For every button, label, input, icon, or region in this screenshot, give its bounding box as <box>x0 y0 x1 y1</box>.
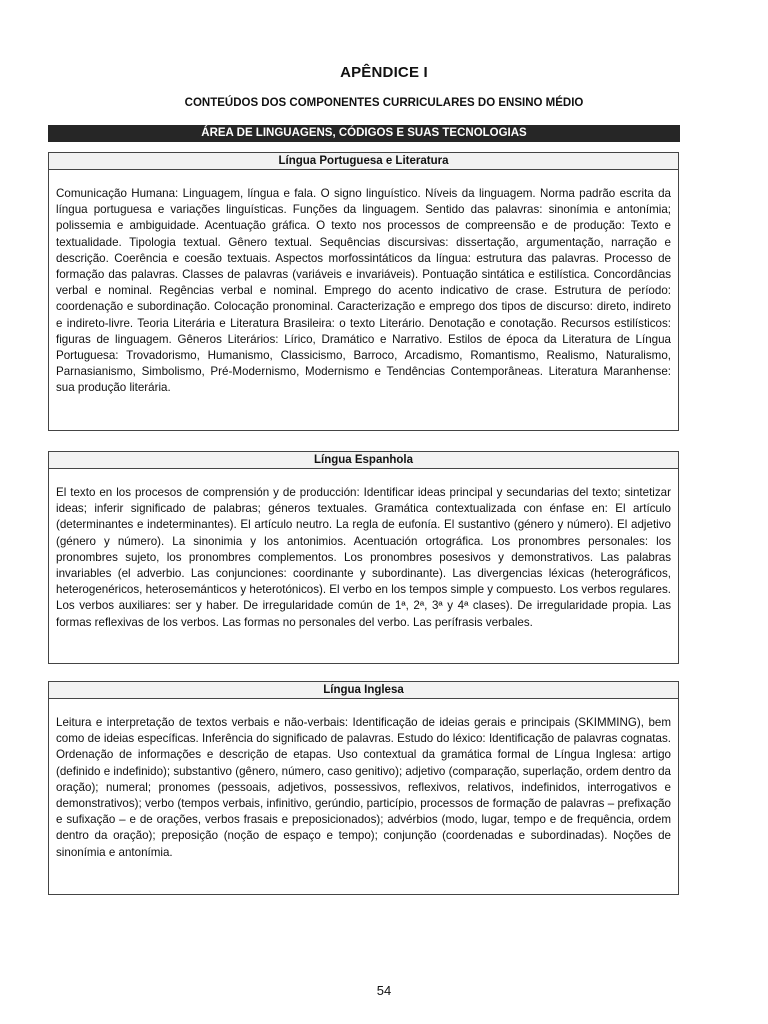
section-body-spanish: El texto en los procesos de comprensión y de producción: Identificar ideas principal y secundarias del texto; sintetizar ideas; inferir significado de palabras; géneros textuales. Gramática contextualizada con énfase en: El artículo (determinantes e indeterminantes). El artículo neutro. La regla de eufonía. El sustantivo (género y número). El adjetivo (género y número). La sinonimia y los antonimios. Acentuación ortográfica. Los pronombres personales: los pronombres sujeto, los pronombres complementos. Los pronombres posesivos y demonstrativos. Las palabras invariables (el adverbio. Las conjunciones: coordinante y subordinante). Las divergencias léxicas (heterográficos, heterogenéricos, heterosemánticos y heterotónicos). El verbo en los tempos simple y compuesto. Los verbos regulares. Los verbos auxiliares: ser y haber. De irregularidade común de 1ª, 2ª, 3ª y 4ª clases). De irregularidade propia. Las formas reflexivas de los verbos. Las formas no personales del verbo. Las perífrasis verbales. <box>56 486 671 629</box>
page-title: APÊNDICE I <box>340 64 428 81</box>
page-subtitle: CONTEÚDOS DOS COMPONENTES CURRICULARES DO ENSINO MÉDIO <box>184 97 584 109</box>
section-portuguese <box>48 152 679 431</box>
section-body-portuguese: Comunicação Humana: Linguagem, língua e fala. O signo linguístico. Níveis da linguagem. Norma padrão escrita da língua portuguesa e variações linguísticas. Funções da linguagem. Sentido das palavras: sinonímia e antonímia; polissemia e ambiguidade. Acentuação gráfica. O texto nos processos de compreensão e de produção: Texto e textualidade. Tipologia textual. Gênero textual. Sequências discursivas: dissertação, argumentação, narração e descrição. Coerência e coesão textuais. Aspectos morfossintáticos da língua: estrutura das palavras. Processo de formação das palavras. Classes de palavras (variáveis e invariáveis). Pontuação sintática e estilística. Concordâncias verbal e nominal. Regências verbal e nominal. Emprego do acento indicativo de crase. Estrutura de período: coordenação e subordinação. Colocação pronominal. Caracterização e emprego dos tipos de discurso: direto, indireto e indireto-livre. Teoria Literária e Literatura Brasileira: o texto Literário. Denotação e conotação. Recursos estilísticos: figuras de linguagem. Gêneros Literários: Lírico, Dramático e Narrativo. Estilos de época da Literatura de Língua Portuguesa: Trovadorismo, Humanismo, Classicismo, Barroco, Arcadismo, Romantismo, Realismo, Naturalismo, Parnasianismo, Simbolismo, Pré-Modernismo, Modernismo e Tendências Contemporâneas. Literatura Maranhense: sua produção literária. <box>56 187 671 395</box>
section-body-english: Leitura e interpretação de textos verbais e não-verbais: Identificação de ideias gerais e principais (SKIMMING), bem como de ideias específicas. Inferência do significado de palavras. Estudo do léxico: Identificação de palavras cognatas. Ordenação de informações e descrição de etapas. Uso contextual da gramática formal de Língua Inglesa: artigo (definido e indefinido); substantivo (gênero, número, caso genitivo); adjetivo (comparação, superlação, ordem dentro da oração); numeral; pronomes (pessoais, adjetivos, possessivos, reflexivos, relativos, indefinidos, interrogativos e demonstrativos); verbo (tempos verbais, infinitivo, gerúndio, particípio, processos de formação de palavras – prefixação e sufixação – e de orações, verbos frasais e preposicionados); advérbios (modo, lugar, tempo e de frequência, ordem dentro da oração); preposição (noção de espaço e tempo); conjunção (coordenadas e subordinadas). Noções de sinonímia e antonímia. <box>56 716 671 859</box>
section-spanish <box>48 451 679 664</box>
area-banner: ÁREA DE LINGUAGENS, CÓDIGOS E SUAS TECNOLOGIAS <box>48 125 680 142</box>
section-heading-portuguese: Língua Portuguesa e Literatura <box>49 153 678 170</box>
section-heading-spanish: Língua Espanhola <box>49 452 678 469</box>
page-number: 54 <box>376 983 392 998</box>
section-heading-english: Língua Inglesa <box>49 682 678 699</box>
section-english <box>48 681 679 895</box>
